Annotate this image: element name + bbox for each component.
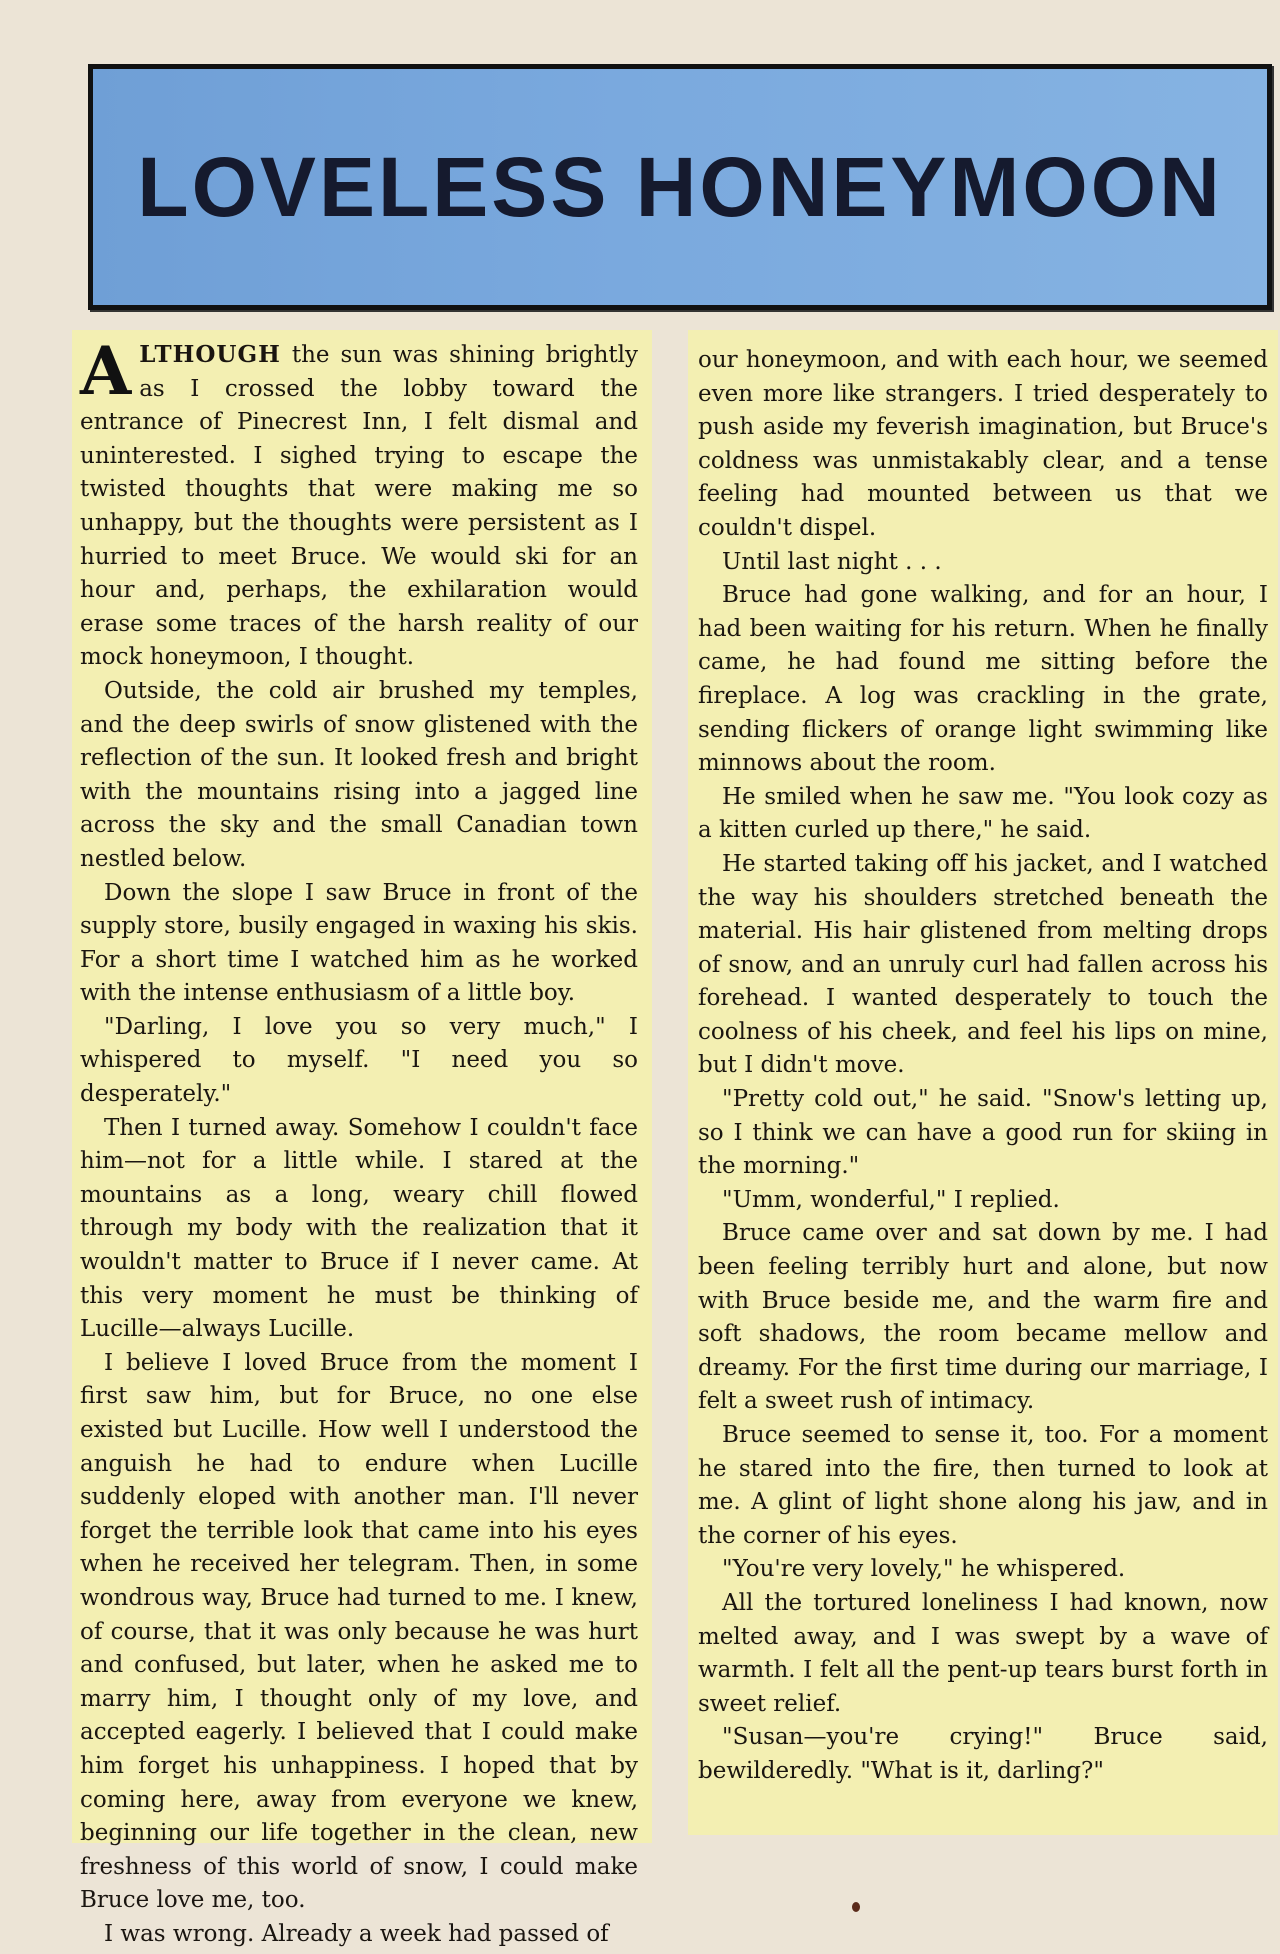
paragraph: "Susan—you're crying!" Bruce said, bewilderedly. "What is it, darling?"	[698, 1724, 1268, 1784]
paragraph: I believe I loved Bruce from the moment I first saw him, but for Bruce, no one else existed but Lucille. How well I understood the anguish he had to endure when Lucille suddenly eloped with another man. I'll never forget the terrible look that came into his eyes when he received her telegram. Then, in some wondrous way, Bruce had turned to me. I knew, of course, that it was only because he was hurt and confused, but later, when he asked me to marry him, I thought only of my love, and accepted eagerly. I believed that I could make him forget his unhappiness. I hoped that by coming here, away from everyone we knew, beginning our life together in the clean, new freshness of this world of snow, I could make Bruce love me, too.	[80, 1349, 638, 1914]
paragraph: Bruce came over and sat down by me. I had been feeling terribly hurt and alone, but now with Bruce beside me, and the warm fire and soft shadows, the room became mellow and dreamy. For the first time during our marriage, I felt a sweet rush of intimacy.	[698, 1220, 1268, 1415]
lead-word: LTHOUGH	[139, 341, 281, 368]
paragraph: Then I turned away. Somehow I couldn't face him—not for a little while. I stared at the mountains as a long, weary chill flowed through my body with the realization that it wouldn't matter to Bruce if I never came. At this very moment he must be thinking of Lucille—always Lucille.	[80, 1114, 638, 1343]
right-column	[688, 330, 1278, 1835]
paragraph: Until last night . . .	[722, 548, 942, 575]
paragraph: "Umm, wonderful," I replied.	[722, 1186, 1060, 1213]
page-ornament	[852, 1902, 860, 1912]
paragraph	[80, 332, 638, 675]
paragraph: He smiled when he saw me. "You look cozy as a kitten curled up there," he said.	[698, 783, 1268, 844]
paragraph: He started taking off his jacket, and I watched the way his shoulders stretched beneath the material. His hair glistened from melting drops of snow, and an unruly curl had fallen across his forehead. I wanted desperately to touch the coolness of his cheek, and feel his lips on mine, but I didn't move.	[698, 850, 1268, 1079]
paragraph: I was wrong. Already a week had passed of	[104, 1920, 609, 1947]
paragraph: Bruce had gone walking, and for an hour, I had been waiting for his return. When he finally came, he had found me sitting before the fireplace. A log was crackling in the grate, sending flickers of orange light swimming like minnows about the room.	[698, 582, 1268, 777]
paragraph: our honeymoon, and with each hour, we seemed even more like strangers. I tried desperately to push aside my feverish imagination, but Bruce's coldness was unmistakably clear, and a tense feeling had mounted between us that we couldn't dispel.	[698, 347, 1268, 541]
paragraph: "You're very lovely," he whispered.	[722, 1556, 1126, 1583]
paragraph: Bruce seemed to sense it, too. For a moment he stared into the fire, then turned to look at me. A glint of light shone along his jaw, and in the corner of his eyes.	[698, 1422, 1268, 1549]
drop-cap: A	[80, 332, 132, 410]
paragraph: Outside, the cold air brushed my temples, and the deep swirls of snow glistened with the reflection of the sun. It looked fresh and bright with the mountains rising into a jagged line across the sky and the small Canadian town nestled below.	[80, 677, 638, 872]
left-column	[72, 330, 652, 1947]
paragraph: Down the slope I saw Bruce in front of the supply store, busily engaged in waxing his skis. For a short time I watched him as he worked with the intense enthusiasm of a little boy.	[80, 879, 638, 1007]
paragraph: All the tortured loneliness I had known, now melted away, and I was swept by a wave of warmth. I felt all the pent-up tears burst forth in sweet relief.	[698, 1589, 1268, 1717]
paragraph: "Pretty cold out," he said. "Snow's letting up, so I think we can have a good run for skiing in the morning."	[698, 1086, 1268, 1180]
story-title: LOVELESS HONEYMOON	[137, 140, 1223, 234]
title-banner	[88, 64, 1272, 310]
paragraph-text: the sun was shining brightly as I crossed the lobby toward the entrance of Pinecrest Inn, I felt dismal and uninterested. I sighed trying to escape the twisted thoughts that were making me so unhappy, but the thoughts were persistent as I hurried to meet Bruce. We would ski for an hour and, perhaps, the exhilaration would erase some traces of the harsh reality of our mock honeymoon, I thought.	[80, 342, 638, 671]
paragraph: "Darling, I love you so very much," I whispered to myself. "I need you so desperately."	[80, 1013, 638, 1108]
